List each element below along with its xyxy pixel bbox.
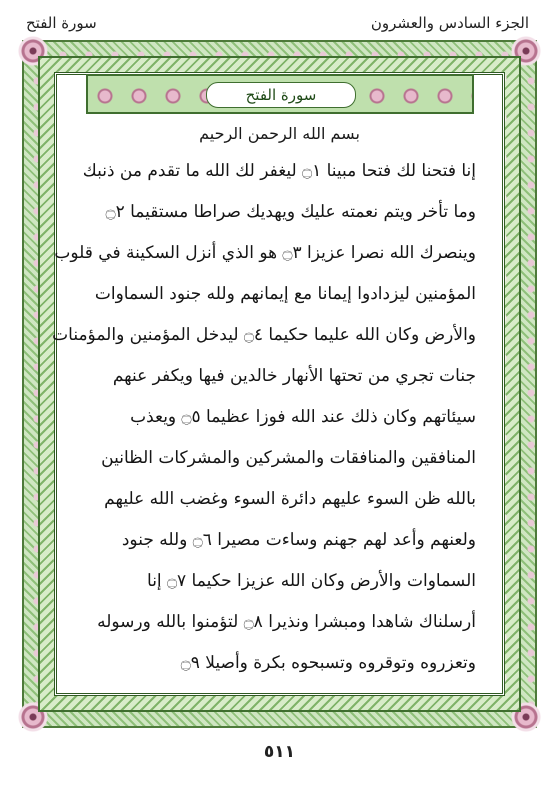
verse-line: وتعزروه وتوقروه وتسبحوه بكرة وأصيلا ۝٩: [180, 653, 476, 673]
basmala: بسم الله الرحمن الرحيم: [199, 124, 360, 143]
verse-line: إنا فتحنا لك فتحا مبينا ۝١ ليغفر لك الله ما تقدم من ذنبك: [82, 161, 476, 181]
verse-line: ولعنهم وأعد لهم جهنم وساءت مصيرا ۝٦ ولله جنود: [121, 530, 476, 550]
verse-line: المؤمنين ليزدادوا إيمانا مع إيمانهم ولله جنود السماوات: [94, 283, 476, 304]
verse-line: وما تأخر ويتم نعمته عليك ويهديك صراطا مستقيما ۝٢: [105, 202, 476, 222]
verse-line: والأرض وكان الله عليما حكيما ۝٤ ليدخل المؤمنين والمؤمنات: [52, 325, 476, 345]
verse-line: السماوات والأرض وكان الله عزيزا حكيما ۝٧ إنا: [147, 571, 476, 591]
verse-line: وينصرك الله نصرا عزيزا ۝٣ هو الذي أنزل السكينة في قلوب: [54, 243, 476, 263]
surah-title: سورة الفتح: [245, 86, 317, 104]
verse-line: المنافقين والمنافقات والمشركين والمشركات الظانين: [101, 447, 476, 468]
verse-line: أرسلناك شاهدا ومبشرا ونذيرا ۝٨ لتؤمنوا بالله ورسوله: [97, 612, 476, 632]
surah-title-cartouche: [206, 82, 356, 108]
juz-header: الجزء السادس والعشرون: [370, 14, 529, 32]
surah-title-banner: [86, 74, 474, 114]
page-number: ٥١١: [263, 742, 296, 762]
verses-block: [52, 150, 476, 683]
surah-header: سورة الفتح: [26, 14, 97, 32]
verse-line: سيئاتهم وكان ذلك عند الله فوزا عظيما ۝٥ ويعذب: [130, 407, 476, 427]
verse-line: جنات تجري من تحتها الأنهار خالدين فيها ويكفر عنهم: [112, 365, 476, 386]
verse-line: بالله ظن السوء عليهم دائرة السوء وغضب الله عليهم: [104, 488, 476, 509]
